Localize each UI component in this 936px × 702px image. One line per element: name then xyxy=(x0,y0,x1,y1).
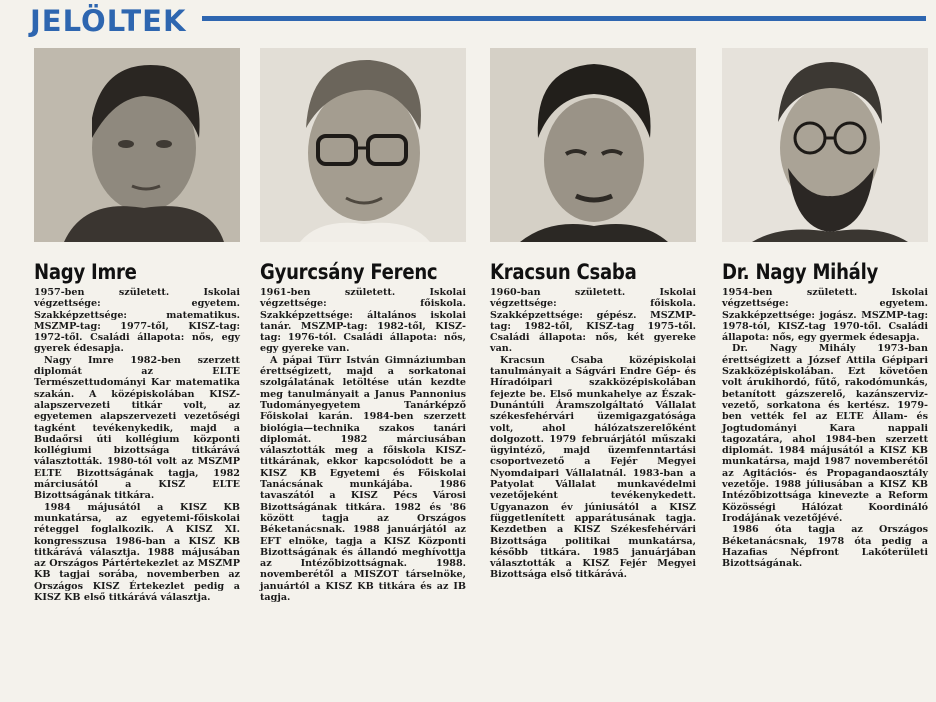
candidate-photo xyxy=(34,48,240,242)
bio-paragraph: 1986 óta tagja az Országos Béketanácsnak, 1978 óta pedig a Hazafias Népfront Lakóterületi Bizottságának. xyxy=(722,524,928,570)
candidate-photo xyxy=(260,48,466,242)
section-header xyxy=(30,4,926,40)
candidate-column xyxy=(260,48,466,603)
bio-paragraph: A pápai Türr István Gimnáziumban érettségizett, majd a sorkatonai szolgálatának letöltése után kezdte meg tanulmányait a Janus Pannonius Tudományegyetem Tanárképző Főiskolai karán. 1984-ben szerzett biológia—technika szakos tanári diplomát. 1982 márciusában választották meg a főiskola KISZ-titkárának, ekkor kapcsolódott be a KISZ KB Egyetemi és Főiskolai Tanácsának munkájába. 1986 tavaszától a KISZ Pécs Városi Bizottságának titkára. 1982 és '86 között tagja az Országos Béketanácsnak. 1988 januárjától az EFT elnöke, tagja a KISZ Központi Bizottságának és állandó meghívottja az Intézőbizottságnak. 1988. novemberétől a MISZOT társelnöke, januártól a KISZ KB titkára és az IB tagja. xyxy=(260,354,466,604)
bio-paragraph: 1954-ben született. Iskolai végzettsége: egyetem. Szakképzettsége: jogász. MSZMP-tag: 1978-tól, KISZ-tag 1970-től. Családi állapota: nős, egy gyermek édesapja. xyxy=(722,287,928,344)
candidate-name: Dr. Nagy Mihály xyxy=(722,260,879,284)
candidate-name: Gyurcsány Ferenc xyxy=(260,260,438,284)
candidate-column xyxy=(722,48,928,569)
candidate-bio xyxy=(260,287,466,603)
candidate-bio xyxy=(490,287,696,581)
section-title: JELÖLTEK xyxy=(30,4,187,38)
candidate-name: Nagy Imre xyxy=(34,260,137,284)
bio-paragraph: 1957-ben született. Iskolai végzettsége: egyetem. Szakképzettsége: matematikus. MSZMP-tag: 1977-től, KISZ-tag: 1972-től. Családi állapota: nős, egy gyerek édesapja. xyxy=(34,287,240,355)
bio-paragraph: 1961-ben született. Iskolai végzettsége: főiskola. Szakképzettsége: általános iskolai tanár. MSZMP-tag: 1982-től, KISZ-tag: 1976-tól. Családi állapota: nős, egy gyereke van. xyxy=(260,287,466,355)
bio-paragraph: Dr. Nagy Mihály 1973-ban érettségizett a József Attila Gépipari Szakközépiskolában. Ezt követően volt árukihordó, fűtő, rakodómunkás, betanított gázszerelő, kazánszerviz-vezető, sorkatona és kertész. 1979-ben vették fel az ELTE Állam- és Jogtudományi Kara nappali tagozatára, ahol 1984-ben szerzett diplomát. 1984 májusától a KISZ KB munkatársa, majd 1987 novemberétől az Agitációs- és Propagandaosztály vezetője. 1988 júliusában a KISZ KB Intézőbizottsága kinevezte a Reform Közösségi Hálózat Koordináló Irodájának vezetőjévé. xyxy=(722,343,928,524)
bio-paragraph: Kracsun Csaba középiskolai tanulmányait a Ságvári Endre Gép- és Híradóipari szakközépiskolában fejezte be. Első munkahelye az Észak-Dunántúli Áramszolgáltató Vállalat székesfehérvári üzemigazgatósága volt, ahol hálózatszerelőként dolgozott. 1979 februárjától műszaki ügyintéző, majd üzemfenntartási csoportvezető a Fejér Megyei Nyomdaipari Vállalatnál. 1983-ban a Patyolat Vállalat munkavédelmi vezetőjeként tevékenykedett. Ugyanazon év júniusától a KISZ függetlenített apparátusának tagja. Kezdetben a KISZ Székesfehérvári Bizottsága politikai munkatársa, később titkára. 1985 januárjában választották a KISZ Fejér Megyei Bizottsága első titkárává. xyxy=(490,354,696,581)
header-rule xyxy=(202,16,926,21)
candidate-name: Kracsun Csaba xyxy=(490,260,637,284)
candidate-column xyxy=(490,48,696,581)
bio-paragraph: 1960-ban született. Iskolai végzettsége: főiskola. Szakképzettsége: gépész. MSZMP-tag: 1982-től, KISZ-tag 1975-től. Családi állapota: nős, két gyereke van. xyxy=(490,287,696,355)
bio-paragraph: 1984 májusától a KISZ KB munkatársa, az egyetemi-főiskolai réteggel foglalkozik. A KISZ XI. kongresszusa 1986-ban a KISZ KB titkárává választja. 1988 májusában az Országos Pártértekezlet az MSZMP KB tagjai sorába, novemberben az Országos KISZ Értekezlet pedig a KISZ KB első titkárává választja. xyxy=(34,501,240,604)
candidate-photo xyxy=(490,48,696,242)
candidate-photo xyxy=(722,48,928,242)
candidate-bio xyxy=(34,287,240,603)
candidate-bio xyxy=(722,287,928,569)
candidate-column xyxy=(34,48,240,603)
bio-paragraph: Nagy Imre 1982-ben szerzett diplomát az ELTE Természettudományi Kar matematika szakán. A középiskolában KISZ-alapszervezeti titkár volt, az egyetemen alapszervezeti vezetőségi tagként tevékenykedik, majd a Budaőrsi úti kollégium központi kollégiumi bizottsága titkárává választották. 1980-tól volt az MSZMP ELTE Bizottságának tagja, 1982 márciusától a KISZ ELTE Bizottságának titkára. xyxy=(34,354,240,502)
